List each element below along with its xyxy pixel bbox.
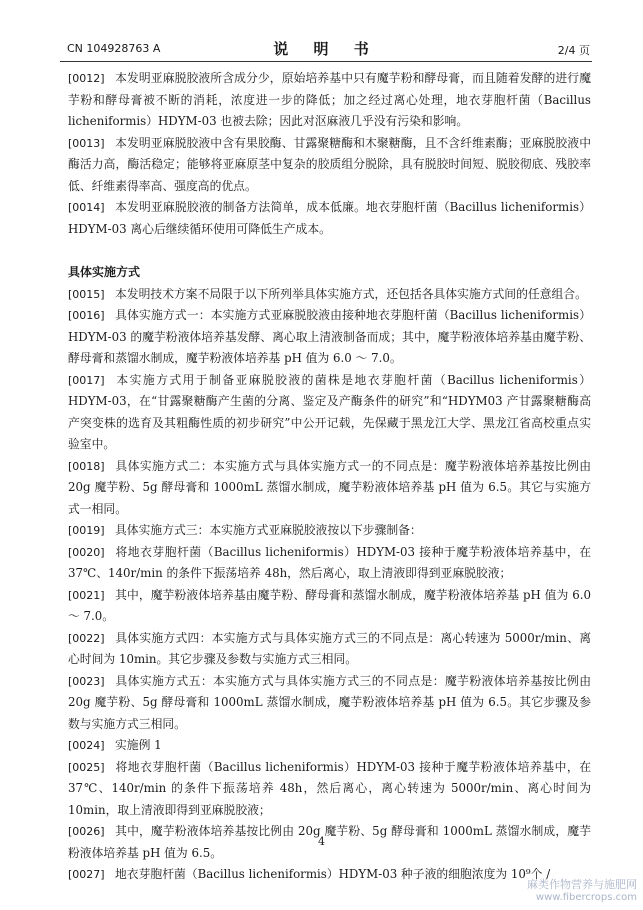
paragraph-number: [0021] [68, 588, 105, 602]
paragraph-number: [0016] [68, 309, 105, 322]
paragraph [68, 757, 591, 822]
paragraph-text: 具体实施方式四：本实施方式与具体实施方式三的不同点是：离心转速为 5000r/min、离心时间为 10min。其它步骤及参数与实施方式三相同。 [68, 630, 591, 666]
paragraph-text: 本发明亚麻脱胶液中含有果胶酶、甘露聚糖酶和木聚糖酶，且不含纤维素酶；亚麻脱胶液中酶活力高，酶活稳定；能够将亚麻原茎中复杂的胶质组分脱除，具有脱胶时间短、脱胶彻底、残胶率低、纤维素得率高、强度高的优点。 [68, 135, 591, 193]
paragraph-number: [0019] [68, 524, 105, 537]
paragraph-text: 将地衣芽胞杆菌（Bacillus licheniformis）HDYM-03 接种于魔芋粉液体培养基中，在 37℃、140r/min 的条件下振荡培养 48h，然后离心，取上清液即得到亚麻脱胶液； [68, 544, 591, 580]
paragraph-number: [0027] [68, 868, 105, 881]
paragraph [68, 671, 591, 736]
paragraph-number: [0015] [68, 287, 105, 301]
paragraph-number: [0012] [68, 72, 105, 85]
paragraph-group-embodiments [68, 284, 591, 886]
paragraph-text: 具体实施方式五：本实施方式与具体实施方式三的不同点是：魔芋粉液体培养基按比例由 20g 魔芋粉、5g 酵母膏和 1000mL 蒸馏水制成，魔芋粉液体培养基 pH 值为 6.5。其它步骤及参数与实施方式三相同。 [68, 673, 591, 731]
paragraph-text: 本发明亚麻脱胶液的制备方法简单，成本低廉。地衣芽胞杆菌（Bacillus licheniformis）HDYM-03 离心后继续循环使用可降低生产成本。 [68, 200, 591, 236]
paragraph [68, 133, 591, 198]
paragraph-text: 本发明技术方案不局限于以下所列举具体实施方式，还包括各具体实施方式间的任意组合。 [115, 286, 587, 301]
header-divider [60, 61, 592, 62]
paragraph-text: 具体实施方式一：本实施方式亚麻脱胶液由接种地衣芽胞杆菌（Bacillus licheniformis）HDYM-03 的魔芋粉液体培养基发酵、离心取上清液制备而成；其中，魔芋粉液体培养基由魔芋粉、酵母膏和蒸馏水制成，魔芋粉液体培养基 pH 值为 6.0 ～ 7.0。 [68, 308, 591, 365]
paragraph [68, 585, 591, 628]
section-heading: 具体实施方式 [68, 265, 141, 279]
paragraph-number: [0026] [68, 825, 105, 838]
paragraph-number: [0017] [68, 373, 105, 387]
paragraph-number: [0014] [68, 201, 105, 214]
paragraph [68, 864, 591, 886]
paragraph [68, 197, 591, 240]
paragraph-number: [0013] [68, 136, 105, 150]
paragraph [68, 305, 591, 370]
paragraph-text: 地衣芽胞杆菌（Bacillus licheniformis）HDYM-03 种子液的细胞浓度为 10⁹个 / [115, 867, 551, 881]
paragraph-text: 其中，魔芋粉液体培养基由魔芋粉、酵母膏和蒸馏水制成，魔芋粉液体培养基 pH 值为 6.0 ～ 7.0。 [68, 587, 591, 623]
watermark-url: www.fibercrops.com [535, 892, 637, 903]
paragraph-number: [0018] [68, 459, 105, 473]
document-body [68, 68, 591, 886]
paragraph [68, 370, 591, 456]
paragraph-text: 将地衣芽胞杆菌（Bacillus licheniformis）HDYM-03 接种于魔芋粉液体培养基中，在 37℃、140r/min 的条件下振荡培养 48h，然后离心，离心转速为 5000r/min、离心时间为 10min，取上清液即得到亚麻脱胶液； [68, 759, 591, 817]
page-header [60, 38, 592, 60]
paragraph [68, 628, 591, 671]
paragraph-text: 具体实施方式三：本实施方式亚麻脱胶液按以下步骤制备： [115, 523, 422, 537]
document-title: 说 明 书 [273, 40, 379, 58]
watermark-site-name: 麻类作物营养与施肥网 [527, 878, 637, 891]
paragraph-number: [0025] [68, 760, 105, 774]
paragraph [68, 68, 591, 133]
paragraph-text: 具体实施方式二：本实施方式与具体实施方式一的不同点是：魔芋粉液体培养基按比例由 20g 魔芋粉、5g 酵母膏和 1000mL 蒸馏水制成，魔芋粉液体培养基 pH 值为 6.5。其它与实施方式一相同。 [68, 458, 591, 516]
paragraph-text: 其中，魔芋粉液体培养基按比例由 20g 魔芋粉、5g 酵母膏和 1000mL 蒸馏水制成，魔芋粉液体培养基 pH 值为 6.5。 [68, 824, 591, 860]
page-indicator: 2/4 页 [557, 44, 590, 57]
paragraph-number: [0024] [68, 739, 105, 752]
paragraph [68, 542, 591, 585]
paragraph-text: 实施例 1 [115, 738, 162, 752]
watermark [527, 878, 637, 904]
document-number: CN 104928763 A [67, 42, 161, 55]
paragraph [68, 520, 591, 542]
paragraph [68, 284, 591, 306]
paragraph-number: [0020] [68, 545, 105, 559]
paragraph-number: [0023] [68, 674, 105, 688]
paragraph-text: 本实施方式用于制备亚麻脱胶液的菌株是地衣芽胞杆菌（Bacillus licheniformis）HDYM-03，在“甘露聚糖酶产生菌的分离、鉴定及产酶条件的研究”和“HDYM03 产甘露聚糖酶高产突变株的选育及其粗酶性质的初步研究”中公开记载，先保藏于黑龙江大学、黑龙江省高校重点实验室中。 [68, 372, 591, 451]
paragraph-group-intro [68, 68, 591, 240]
paragraph [68, 456, 591, 521]
paragraph-text: 本发明亚麻脱胶液所含成分少，原始培养基中只有魔芋粉和酵母膏，而且随着发酵的进行魔芋粉和酵母膏被不断的消耗，浓度进一步的降低；加之经过离心处理，地衣芽胞杆菌（Bacillus licheniformis）HDYM-03 也被去除；因此对沤麻液几乎没有污染和影响。 [68, 71, 591, 128]
page-number: 4 [318, 835, 325, 848]
paragraph [68, 735, 591, 757]
paragraph-number: [0022] [68, 631, 105, 645]
